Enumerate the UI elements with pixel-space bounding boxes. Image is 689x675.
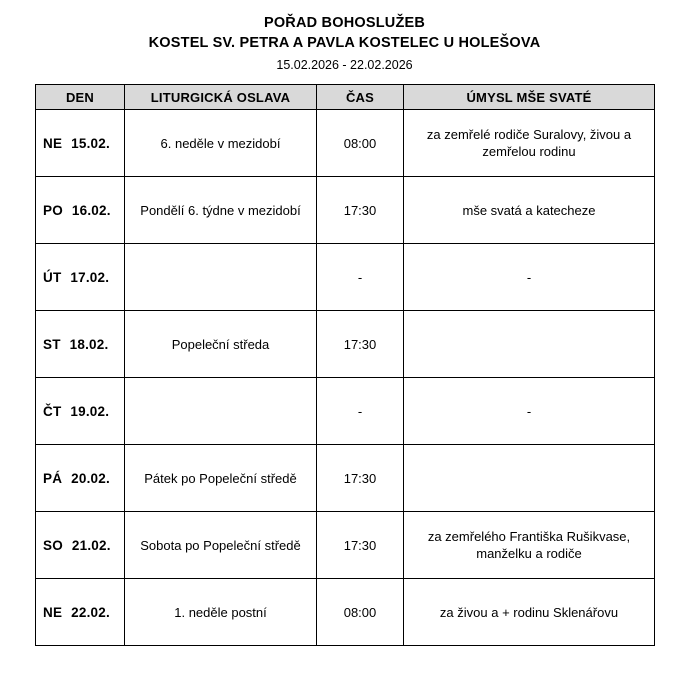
- day-name: PÁ: [43, 470, 63, 486]
- day-date: 20.02.: [71, 470, 110, 486]
- document-subtitle: KOSTEL SV. PETRA A PAVLA KOSTELEC U HOLEŠOVA: [148, 35, 541, 51]
- cell-day: [36, 579, 125, 646]
- day-name: NE: [43, 604, 63, 620]
- day-name: NE: [43, 135, 63, 151]
- cell-time: 08:00: [317, 110, 404, 177]
- cell-intention: -: [404, 378, 655, 445]
- cell-day: [36, 378, 125, 445]
- day-date: 18.02.: [69, 336, 109, 352]
- column-header-liturgicka-oslava: LITURGICKÁ OSLAVA: [125, 85, 317, 110]
- table-row: [36, 311, 655, 378]
- date-range: 15.02.2026 - 22.02.2026: [276, 58, 413, 72]
- cell-time: 08:00: [317, 579, 404, 646]
- cell-intention: za zemřelého Františka Rušikvase, manželku a rodiče: [404, 512, 655, 579]
- schedule-table-wrapper: [0, 84, 689, 646]
- cell-celebration: 1. neděle postní: [125, 579, 317, 646]
- day-date: 21.02.: [71, 537, 111, 553]
- table-row: [36, 378, 655, 445]
- table-header-row: [36, 85, 655, 110]
- cell-intention: za zemřelé rodiče Suralovy, živou a zemřelou rodinu: [404, 110, 655, 177]
- cell-day: [36, 311, 125, 378]
- schedule-table: [35, 84, 655, 646]
- table-row: [36, 244, 655, 311]
- day-name: ČT: [43, 403, 62, 419]
- cell-celebration: Sobota po Popeleční středě: [125, 512, 317, 579]
- column-header-den: DEN: [36, 85, 125, 110]
- cell-day: [36, 110, 125, 177]
- cell-celebration: [125, 378, 317, 445]
- day-name: SO: [43, 537, 63, 553]
- table-row: [36, 177, 655, 244]
- cell-day: [36, 177, 125, 244]
- cell-time: 17:30: [317, 177, 404, 244]
- cell-intention: [404, 311, 655, 378]
- cell-day: [36, 512, 125, 579]
- cell-time: 17:30: [317, 311, 404, 378]
- cell-day: [36, 244, 125, 311]
- cell-celebration: Pátek po Popeleční středě: [125, 445, 317, 512]
- cell-celebration: [125, 244, 317, 311]
- cell-celebration: Pondělí 6. týdne v mezidobí: [125, 177, 317, 244]
- table-row: [36, 512, 655, 579]
- cell-celebration: Popeleční středa: [125, 311, 317, 378]
- day-name: ST: [43, 336, 61, 352]
- column-header-umysl-mse-svate: ÚMYSL MŠE SVATÉ: [404, 85, 655, 110]
- cell-time: 17:30: [317, 445, 404, 512]
- day-date: 16.02.: [71, 202, 111, 218]
- document-header: [0, 0, 689, 75]
- cell-intention: mše svatá a katecheze: [404, 177, 655, 244]
- day-name: ÚT: [43, 269, 62, 285]
- cell-intention: za živou a + rodinu Sklenářovu: [404, 579, 655, 646]
- table-row: [36, 579, 655, 646]
- day-name: PO: [43, 202, 63, 218]
- cell-time: -: [317, 378, 404, 445]
- cell-time: -: [317, 244, 404, 311]
- table-row: [36, 445, 655, 512]
- cell-day: [36, 445, 125, 512]
- cell-intention: -: [404, 244, 655, 311]
- day-date: 15.02.: [71, 135, 110, 151]
- document-title: POŘAD BOHOSLUŽEB: [263, 15, 426, 31]
- cell-celebration: 6. neděle v mezidobí: [125, 110, 317, 177]
- cell-time: 17:30: [317, 512, 404, 579]
- day-date: 19.02.: [70, 403, 110, 419]
- day-date: 22.02.: [71, 604, 110, 620]
- table-body: [36, 110, 655, 646]
- cell-intention: [404, 445, 655, 512]
- table-row: [36, 110, 655, 177]
- day-date: 17.02.: [70, 269, 110, 285]
- column-header-cas: ČAS: [317, 85, 404, 110]
